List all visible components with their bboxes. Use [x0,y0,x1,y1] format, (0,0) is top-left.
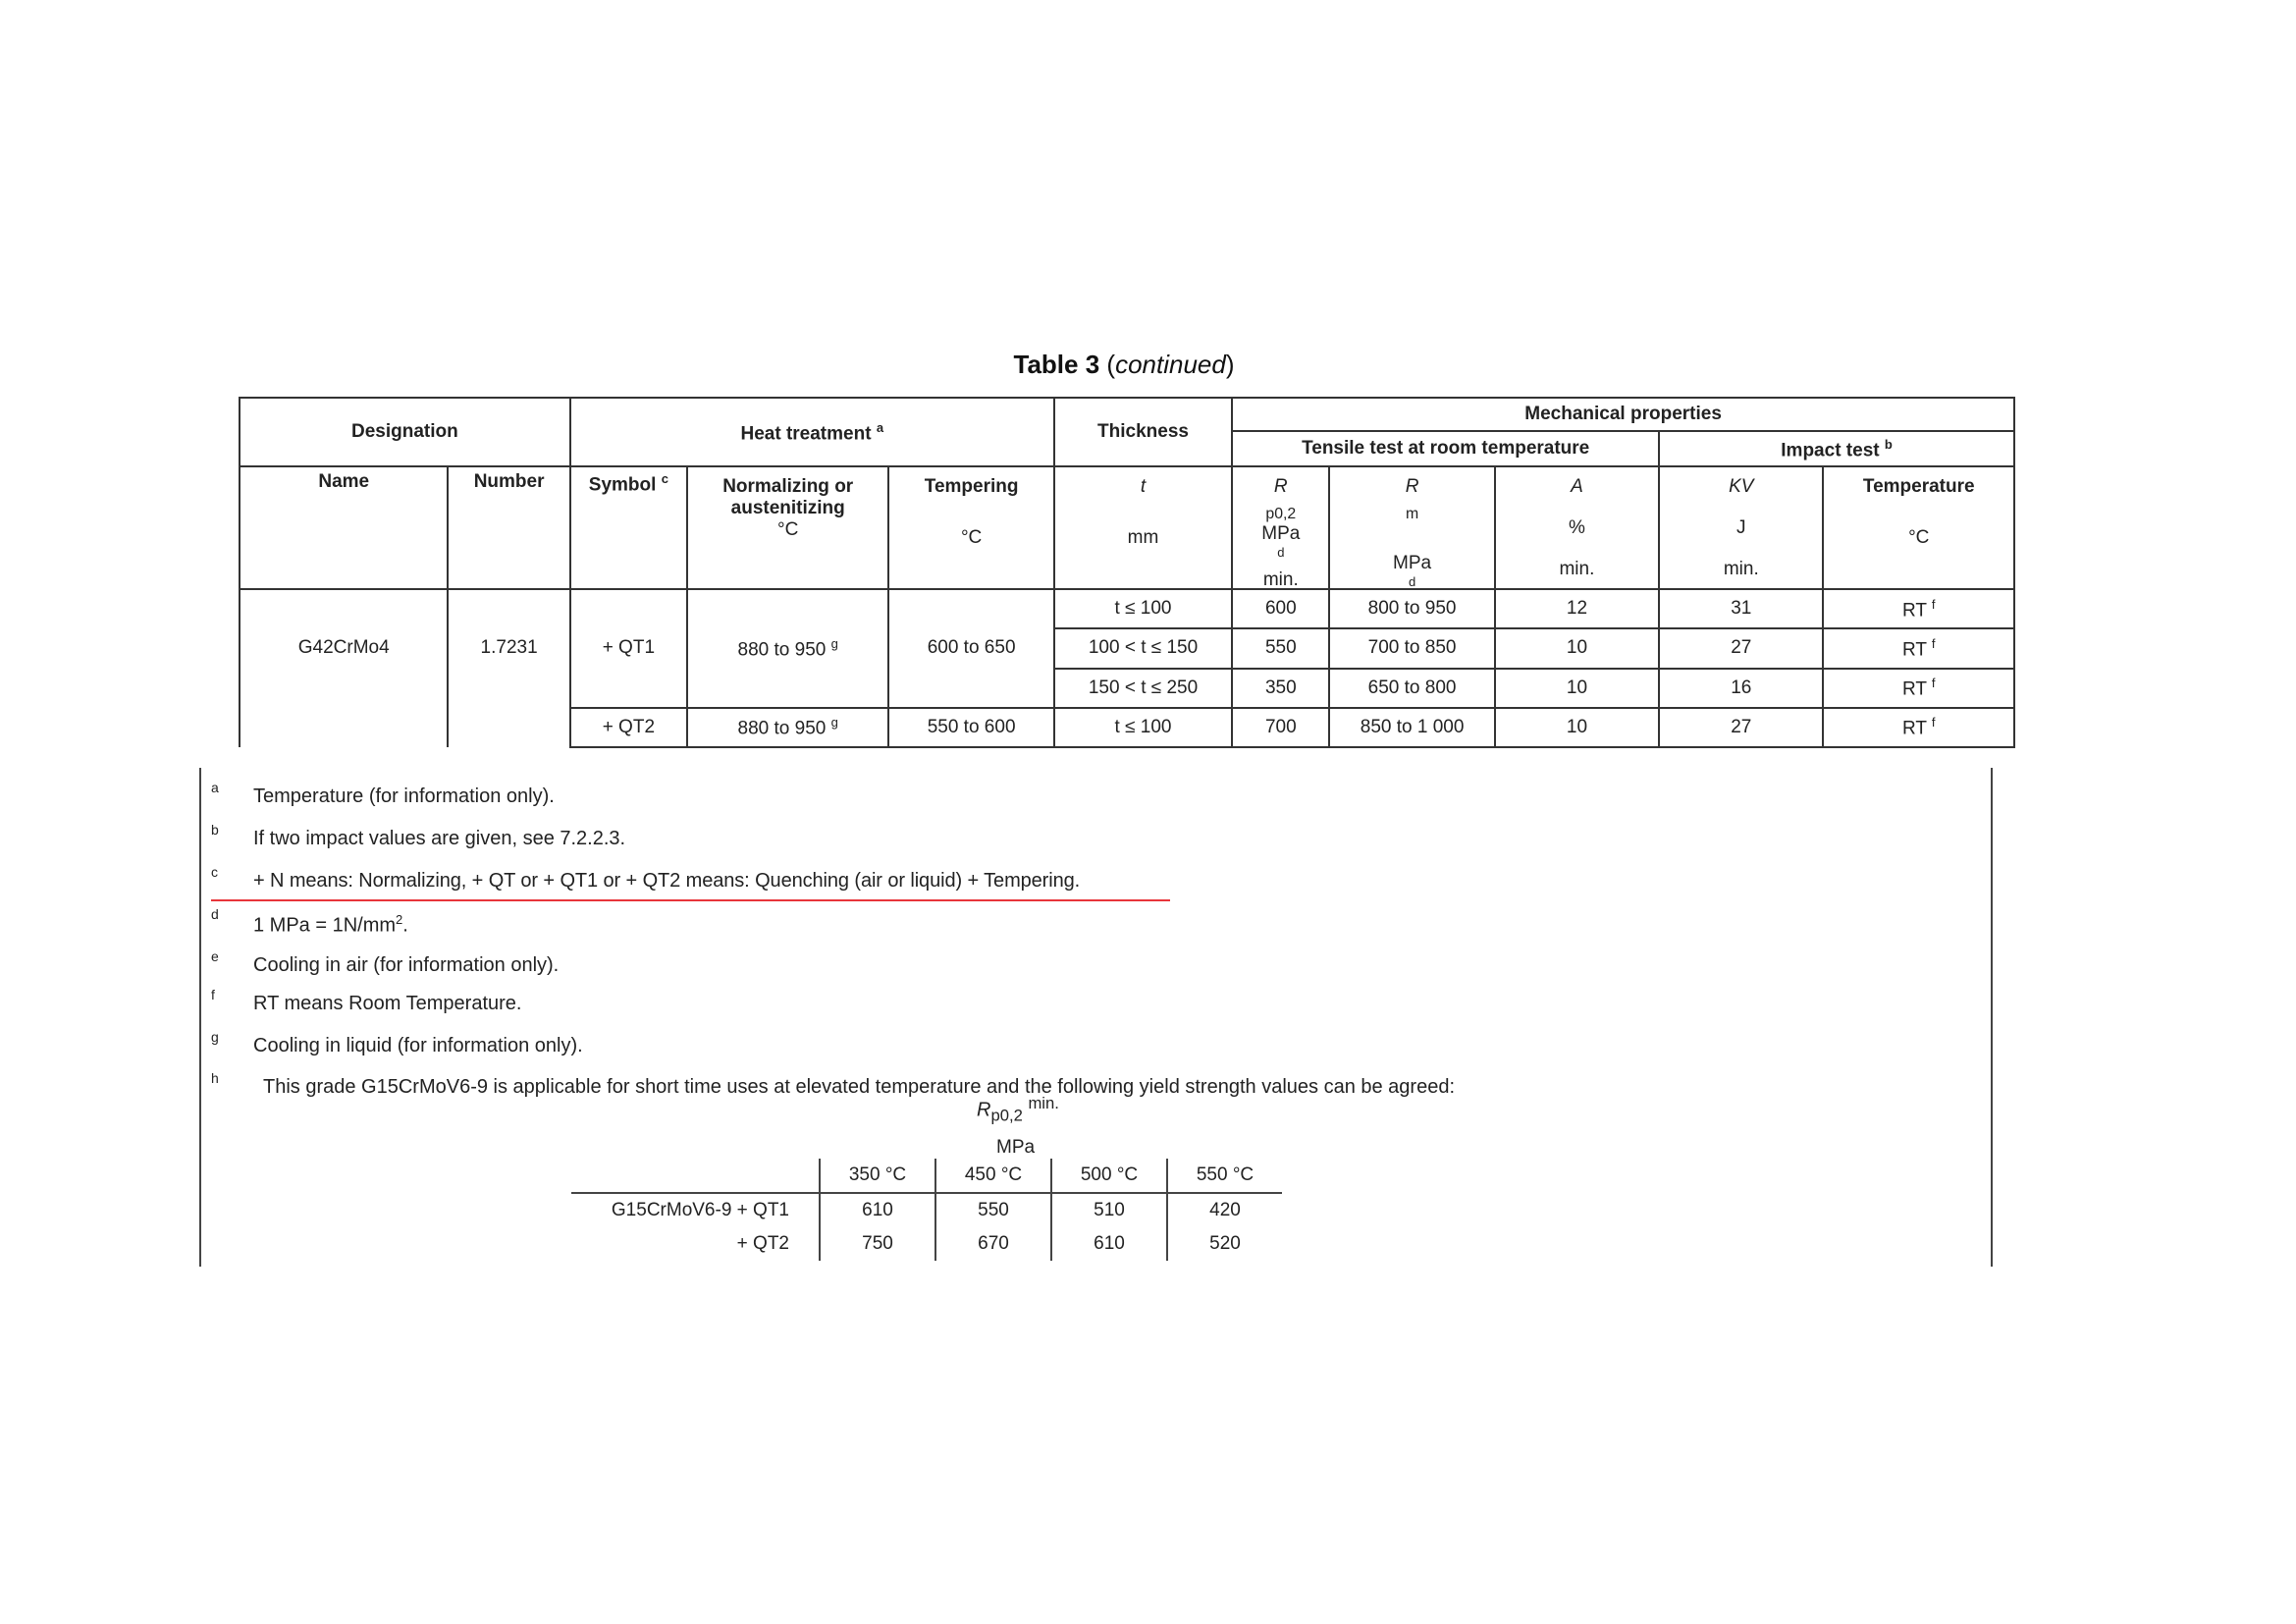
col-thickness-symbol: t [1140,475,1147,497]
cell-temperature [1823,628,2014,668]
footnote-ref-f: f [1931,635,1936,651]
cell-kv: 27 [1659,628,1823,668]
cell-tempering-qt1: 600 to 650 [888,589,1053,708]
cell-rp02: 700 [1232,708,1329,747]
header-thickness: Thickness [1054,398,1232,466]
col-kv-min: min. [1723,558,1759,579]
footnote-ref-f: f [1931,596,1936,612]
cell-temperature [1823,669,2014,708]
col-name: Name [240,466,448,589]
subtable-cell: 670 [935,1227,1051,1261]
cell-rm: 700 to 850 [1329,628,1494,668]
subtable-cell: 510 [1051,1193,1167,1227]
footnote-ref-d: d [1277,544,1285,560]
cell-kv: 31 [1659,589,1823,628]
subtable-cell: 750 [820,1227,935,1261]
table-row [240,589,2014,628]
footnote-ref-f: f [1931,715,1936,731]
cell-thickness: 150 < t ≤ 250 [1054,669,1232,708]
col-tempering-label: Tempering [924,475,1019,497]
col-tempering [888,466,1053,589]
footnote-text: RT means Room Temperature. [253,993,522,1014]
col-thickness-unit: mm [1127,526,1159,548]
header-impact-test [1659,431,2014,466]
footnote-ref-a: a [876,419,884,435]
subtable-temp-header: 350 °C [820,1159,935,1193]
col-elongation [1495,466,1659,589]
footnote-text: Temperature (for information only). [253,785,555,807]
footnote-text: Cooling in air (for information only). [253,954,560,976]
cell-grade-name: G42CrMo4 [240,589,448,747]
cell-tempering-qt2: 550 to 600 [888,708,1053,747]
table-title-continued: continued [1115,350,1226,379]
footnote-text-end: . [402,914,408,937]
col-kv-symbol: KV [1729,475,1754,497]
cell-temperature [1823,708,2014,747]
header-heat-treatment [570,398,1054,466]
cell-rm: 850 to 1 000 [1329,708,1494,747]
col-rm-unit: MPa [1393,552,1432,573]
red-underline-annotation [211,899,1170,901]
cell-rm: 650 to 800 [1329,669,1494,708]
subtable-cell: 610 [820,1193,935,1227]
col-rm [1329,466,1494,589]
header-tensile-test: Tensile test at room temperature [1232,431,1659,466]
footnote-ref-c: c [661,471,668,487]
footnote-text: 1 MPa = 1N/mm [253,914,397,937]
footnote-letter: a [211,780,219,795]
subtable-cell: 420 [1167,1193,1282,1227]
col-elongation-symbol: A [1571,475,1583,497]
header-impact-test-label: Impact test [1781,439,1880,460]
table-title: Table 3 (continued) [1013,350,1235,379]
col-rp02-min: min. [1262,568,1299,590]
col-number: Number [448,466,569,589]
footnote-text: Cooling in liquid (for information only). [253,1035,583,1056]
col-tempering-unit: °C [960,526,983,548]
subtable-quantity-label [977,1094,1059,1126]
cell-elongation: 10 [1495,708,1659,747]
footnote-letter: g [211,1029,219,1045]
cell-rm: 800 to 950 [1329,589,1494,628]
subtable-cell: 550 [935,1193,1051,1227]
footnote-text: This grade G15CrMoV6-9 is applicable for short time uses at elevated temperature and the following yield strength values can be agreed: [263,1076,1456,1098]
subtable-quantity-subscript: p0,2 [990,1106,1023,1125]
footnote-ref-g: g [830,715,838,731]
footnote-superscript: 2 [396,912,403,927]
footnote-letter: d [211,906,219,922]
cell-temperature-value: RT [1901,718,1927,739]
col-symbol-label: Symbol [588,474,657,496]
cell-normalizing-qt2 [687,708,888,747]
subtable-quantity-suffix: min. [1028,1094,1059,1112]
col-elongation-min: min. [1559,558,1595,579]
footnote-letter: h [211,1070,219,1086]
subtable-cell: 610 [1051,1227,1167,1261]
col-temperature-unit: °C [1908,526,1930,548]
cell-temperature-value: RT [1901,599,1927,621]
cell-normalizing-qt1-value: 880 to 950 [737,639,827,661]
cell-symbol-qt2: + QT2 [570,708,687,747]
table-row [571,1193,1282,1227]
col-rm-subscript: m [1405,505,1419,522]
footnote-ref-d-2: d [1408,573,1416,589]
col-rp02-symbol: R [1273,475,1288,497]
col-kv [1659,466,1823,589]
table-row [571,1227,1282,1261]
footnote-letter: f [211,987,215,1002]
col-rp02-unit: MPa [1261,522,1301,544]
header-heat-treatment-label: Heat treatment [740,422,872,444]
footnote-ref-g: g [830,635,838,651]
col-rp02-subscript: p0,2 [1265,505,1297,522]
subtable-header-empty [571,1159,820,1193]
subtable-quantity-symbol: R [977,1099,991,1121]
cell-normalizing-qt1 [687,589,888,708]
header-designation: Designation [240,398,570,466]
footnote-ref-b: b [1884,436,1893,452]
cell-thickness: 100 < t ≤ 150 [1054,628,1232,668]
cell-kv: 16 [1659,669,1823,708]
col-temperature [1823,466,2014,589]
cell-kv: 27 [1659,708,1823,747]
footnote-letter: b [211,822,219,838]
cell-elongation: 10 [1495,628,1659,668]
subtable-header-row [571,1159,1282,1193]
col-temperature-label: Temperature [1862,475,1975,497]
col-symbol [570,466,687,589]
subtable-unit: MPa [996,1137,1036,1158]
footnote-text: + N means: Normalizing, + QT or + QT1 or + QT2 means: Quenching (air or liquid) + Tempering. [253,870,1081,892]
subtable-temp-header: 550 °C [1167,1159,1282,1193]
col-rm-symbol: R [1405,475,1419,497]
cell-rp02: 600 [1232,589,1329,628]
col-elongation-unit: % [1568,516,1585,538]
footnote-letter: c [211,864,218,880]
footnote-text-wrap [253,912,408,938]
properties-table [239,397,2015,748]
col-normalizing [687,466,888,589]
col-normalizing-label: Normalizing or austenitizing [722,475,854,518]
col-kv-unit: J [1736,516,1746,538]
footnote-ref-f: f [1931,675,1936,690]
col-rp02 [1232,466,1329,589]
cell-thickness: t ≤ 100 [1054,589,1232,628]
cell-elongation: 10 [1495,669,1659,708]
footnotes-panel [199,768,1993,1267]
subtable-temp-header: 500 °C [1051,1159,1167,1193]
cell-normalizing-qt2-value: 880 to 950 [737,718,827,739]
cell-symbol-qt1: + QT1 [570,589,687,708]
subtable-row-label: + QT2 [736,1233,789,1254]
subtable-temp-header: 450 °C [935,1159,1051,1193]
cell-rp02: 550 [1232,628,1329,668]
cell-rp02: 350 [1232,669,1329,708]
header-mechanical-properties: Mechanical properties [1232,398,2014,431]
cell-thickness: t ≤ 100 [1054,708,1232,747]
footnote-text: If two impact values are given, see 7.2.2.3. [253,828,626,849]
table-title-bold: Table 3 [1013,350,1100,379]
footnote-letter: e [211,948,219,964]
cell-temperature-value: RT [1901,678,1927,700]
cell-temperature [1823,589,2014,628]
col-thickness [1054,466,1232,589]
subtable-row-label: G15CrMoV6-9 + QT1 [611,1200,789,1220]
cell-elongation: 12 [1495,589,1659,628]
yield-strength-subtable [571,1159,1282,1261]
subtable-cell: 520 [1167,1227,1282,1261]
cell-grade-number: 1.7231 [448,589,569,747]
col-normalizing-unit: °C [777,518,799,540]
cell-temperature-value: RT [1901,639,1927,661]
